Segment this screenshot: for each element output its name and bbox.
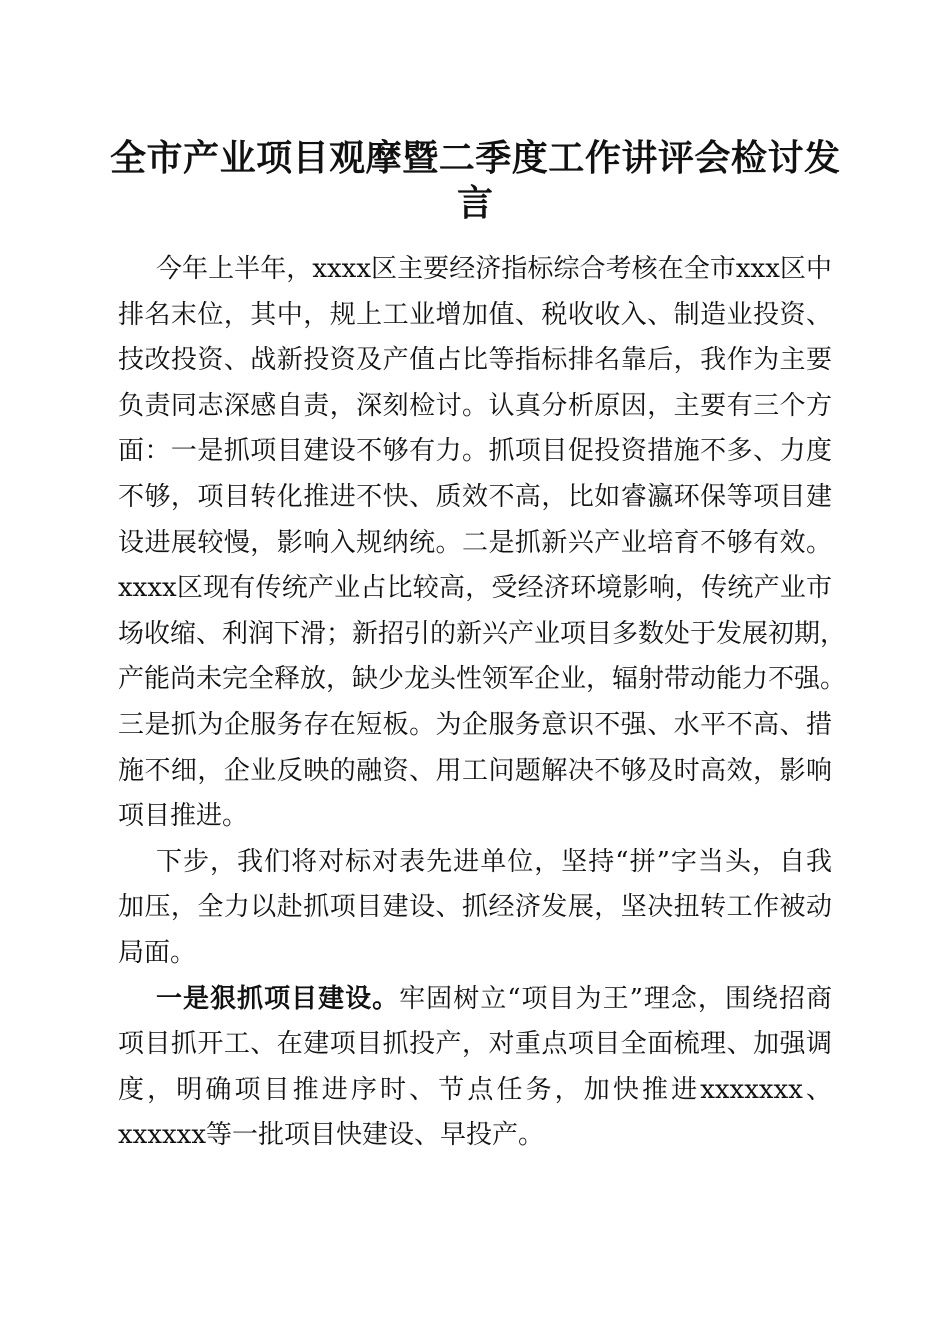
paragraph-1 — [118, 247, 847, 840]
text-line: 排名末位，其中，规上工业增加值、税收收入、制造业投资、 — [118, 299, 832, 330]
text-line: 产能尚未完全释放，缺少龙头性领军企业，辐射带动能力不强。 — [118, 664, 847, 695]
text-line: 设进展较慢，影响入规纳统。二是抓新兴产业培育不够有效。 — [118, 527, 832, 558]
text-line: xxxxxx等一批项目快建设、早投产。 — [118, 1120, 544, 1151]
text-line: 三是抓为企服务存在短板。为企服务意识不强、水平不高、措 — [118, 709, 832, 740]
text-span: 牢固树立“项目为王”理念，围绕招商 — [399, 983, 832, 1014]
text-line — [118, 977, 832, 1023]
text-line: 技改投资、战新投资及产值占比等指标排名靠后，我作为主要 — [118, 345, 832, 376]
paragraph-lead-heading: 一是狠抓项目建设。 — [156, 983, 400, 1014]
title-line-2: 言 — [456, 182, 493, 224]
text-line: 场收缩、利润下滑；新招引的新兴产业项目多数处于发展初期， — [118, 618, 847, 649]
document-body — [118, 247, 847, 1159]
text-line: 项目抓开工、在建项目抓投产，对重点项目全面梳理、加强调 — [118, 1029, 832, 1060]
text-line: 项目推进。 — [118, 801, 249, 832]
text-line: 今年上半年，xxxx区主要经济指标综合考核在全市xxx区中 — [156, 254, 832, 284]
text-line: 不够，项目转化推进不快、质效不高，比如睿瀛环保等项目建 — [118, 481, 832, 512]
document-title — [110, 136, 840, 226]
text-line: 施不细，企业反映的融资、用工问题解决不够及时高效，影响 — [118, 755, 832, 786]
text-line: 负责同志深感自责，深刻检讨。认真分析原因，主要有三个方 — [118, 390, 832, 421]
title-line-1: 全市产业项目观摩暨二季度工作讲评会检讨发 — [110, 137, 840, 179]
text-line: xxxx区现有传统产业占比较高，受经济环境影响，传统产业市 — [118, 573, 832, 604]
text-line: 面：一是抓项目建设不够有力。抓项目促投资措施不多、力度 — [118, 436, 832, 467]
paragraph-2 — [118, 840, 832, 977]
text-line: 下步，我们将对标对表先进单位，坚持“拼”字当头，自我 — [156, 846, 832, 877]
text-line: 局面。 — [118, 937, 197, 968]
text-line: 度，明确项目推进序时、节点任务，加快推进xxxxxxx、 — [118, 1074, 832, 1105]
paragraph-3 — [118, 977, 832, 1159]
text-line: 加压，全力以赴抓项目建设、抓经济发展，坚决扭转工作被动 — [118, 892, 832, 923]
